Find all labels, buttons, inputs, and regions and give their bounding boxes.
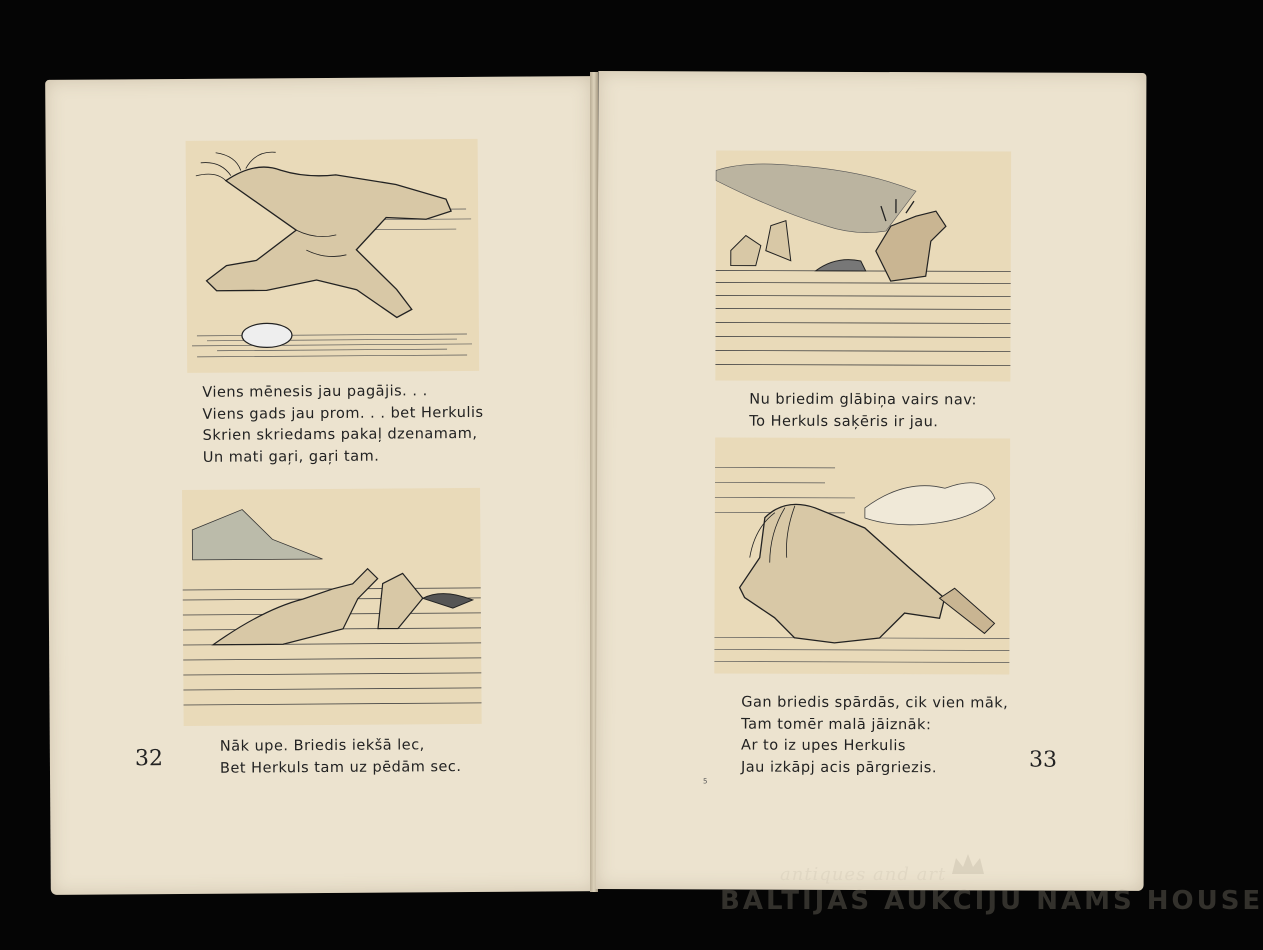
printer-mark: 5 bbox=[702, 777, 708, 786]
plate-dragging-deer bbox=[714, 437, 1010, 674]
crown-icon bbox=[950, 852, 986, 878]
verse-running bbox=[202, 381, 484, 469]
verse-line: Nu briedim glābiņa vairs nav: bbox=[749, 391, 977, 409]
verse-line: Gan briedis spārdās, cik vien māk, bbox=[741, 694, 1009, 712]
watermark-tagline: antiques and art bbox=[780, 864, 947, 885]
verse-swimming bbox=[220, 735, 462, 780]
verse-caught bbox=[749, 390, 977, 434]
verse-line: Viens mēnesis jau pagājis. . . bbox=[202, 383, 428, 401]
plate-swimming-hercules bbox=[182, 488, 482, 726]
right-page bbox=[596, 71, 1147, 891]
auction-watermark bbox=[720, 860, 1263, 930]
verse-line: Un mati gaŗi, gaŗi tam. bbox=[202, 448, 380, 466]
verse-line: Ar to iz upes Herkulis bbox=[741, 737, 907, 755]
page-number-left: 32 bbox=[134, 746, 163, 772]
verse-dragging bbox=[741, 693, 1008, 780]
plate-caught-deer bbox=[715, 150, 1011, 381]
verse-line: Skrien skriedams pakaļ dzenamam, bbox=[202, 425, 478, 444]
watermark-name: BALTIJAS AUKCIJU NAMS HOUSE bbox=[720, 886, 1263, 916]
plate-running-hercules bbox=[186, 139, 480, 373]
verse-line: Tam tomēr malā jāiznāk: bbox=[741, 716, 932, 733]
page-number-right: 33 bbox=[1028, 747, 1058, 773]
verse-line: Bet Herkuls tam uz pēdām sec. bbox=[219, 758, 462, 777]
left-page bbox=[45, 76, 597, 895]
verse-line: Viens gads jau prom. . . bet Herkulis bbox=[202, 404, 484, 423]
verse-line: To Herkuls saķēris ir jau. bbox=[749, 413, 939, 430]
verse-line: Jau izkāpj acis pārgriezis. bbox=[740, 759, 938, 776]
verse-line: Nāk upe. Briedis iekšā lec, bbox=[219, 737, 425, 755]
